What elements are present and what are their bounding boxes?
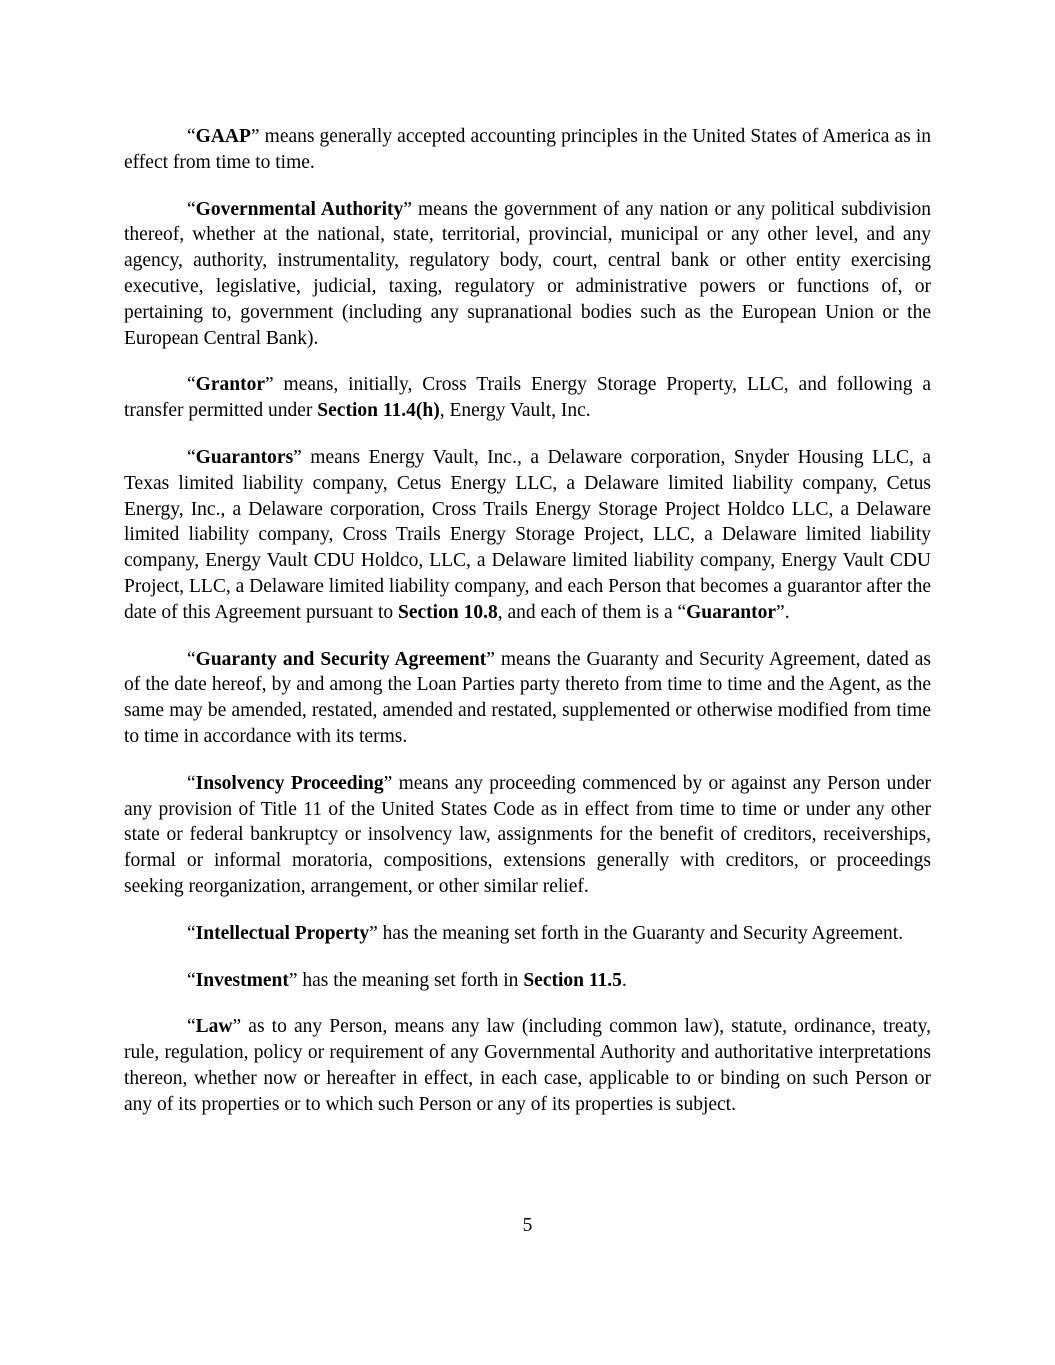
definition-insolvency-proceeding: “Insolvency Proceeding” means any proceeding commenced by or against any Person under any provision of Title 11 of the United States Code as in effect from time to time or under any other state or federal bankruptcy or insolvency law, assignments for the benefit of creditors, receiverships, formal or informal moratoria, compositions, extensions generally with creditors, or proceedings seeking reorganization, arrangement, or other similar relief.: [124, 772, 931, 897]
definition-investment: “Investment” has the meaning set forth in Section 11.5.: [187, 969, 627, 991]
definition-law: “Law” as to any Person, means any law (including common law), statute, ordinance, treaty, rule, regulation, policy or requirement of any Governmental Authority and authoritative interpretations thereon, whether now or hereafter in effect, in each case, applicable to or binding on such Person or any of its properties or to which such Person or any of its properties is subject.: [124, 1016, 931, 1115]
definition-text: has the meaning set forth in the Guaranty and Security Agreement.: [377, 922, 904, 944]
definition-grantor: “Grantor” means, initially, Cross Trails Energy Storage Property, LLC, and following a transfer permitted under Section 11.4(h), Energy Vault, Inc.: [124, 374, 931, 422]
definition-text: .: [621, 969, 627, 991]
defined-term: Guarantor: [686, 601, 777, 623]
definition-text: means any proceeding commenced by or against any Person under any provision of Title 11 of the United States Code as in effect from time to time or under any other state or federal bankruptcy or insolvency law, assignments for the benefit of creditors, receiverships, formal or informal moratoria, compositions, extensions generally with creditors, or proceedings seeking reorganization, arrangement, or other similar relief.: [124, 772, 931, 897]
page-number: 5: [522, 1215, 533, 1236]
section-reference: Section 11.4(h): [317, 400, 440, 422]
defined-term: Governmental Authority: [195, 198, 404, 220]
section-reference: Section 10.8: [398, 601, 498, 623]
defined-term: Guarantors: [195, 446, 294, 468]
defined-term: GAAP: [195, 126, 251, 147]
definition-guaranty-and-security-agreement: “Guaranty and Security Agreement” means the Guaranty and Security Agreement, dated as of the date hereof, by and among the Loan Parties party thereto from time to time and the Agent, as the same may be amended, restated, amended and restated, supplemented or otherwise modified from time to time in accordance with its terms.: [124, 648, 931, 747]
definition-text: has the meaning set forth in: [297, 969, 524, 991]
definition-text: means, initially, Cross Trails Energy Storage Property, LLC, and following a transfer permitted under: [124, 374, 931, 422]
defined-term: Intellectual Property: [195, 922, 370, 944]
defined-term: Insolvency Proceeding: [195, 772, 384, 794]
defined-term: Grantor: [195, 374, 265, 396]
definition-guarantors: “Guarantors” means Energy Vault, Inc., a Delaware corporation, Snyder Housing LLC, a Texas limited liability company, Cetus Energy LLC, a Delaware limited liability company, Cetus Energy, Inc., a Delaware corporation, Cross Trails Energy Storage Project Holdco LLC, a Delaware limited liability company, Cross Trails Energy Storage Project, LLC, a Delaware limited liability company, Energy Vault CDU Holdco, LLC, a Delaware limited liability company, Energy Vault CDU Project, LLC, a Delaware limited liability company, and each Person that becomes a guarantor after the date of this Agreement pursuant to Section 10.8, and each of them is a “Guarantor”.: [124, 446, 931, 623]
definition-text: as to any Person, means any law (including common law), statute, ordinance, treaty, rule, regulation, policy or requirement of any Governmental Authority and authoritative interpretations thereon, whether now or hereafter in effect, in each case, applicable to or binding on such Person or any of its properties or to which such Person or any of its properties is subject.: [124, 1016, 931, 1115]
definition-text: means the government of any nation or any political subdivision thereof, whether at the national, state, territorial, provincial, municipal or any other level, and any agency, authority, instrumentality, regulatory body, court, central bank or other entity exercising executive, legislative, judicial, taxing, regulatory or administrative powers or functions of, or pertaining to, government (including any supranational bodies such as the European Union or the European Central Bank).: [124, 198, 932, 349]
definition-text: , and each of them is a: [497, 601, 678, 623]
definitions-section: [124, 124, 931, 1139]
defined-term: Law: [195, 1016, 233, 1038]
defined-term: Investment: [195, 969, 289, 991]
definition-intellectual-property: “Intellectual Property” has the meaning set forth in the Guaranty and Security Agreement.: [187, 922, 904, 944]
definition-text: .: [784, 601, 790, 623]
section-reference: Section 11.5: [523, 969, 622, 991]
definition-governmental-authority: “Governmental Authority” means the government of any nation or any political subdivision thereof, whether at the national, state, territorial, provincial, municipal or any other level, and any agency, authority, instrumentality, regulatory body, court, central bank or other entity exercising executive, legislative, judicial, taxing, regulatory or administrative powers or functions of, or pertaining to, government (including any supranational bodies such as the European Union or the European Central Bank).: [124, 198, 932, 349]
defined-term: Guaranty and Security Agreement: [195, 648, 487, 670]
definition-text: , Energy Vault, Inc.: [439, 400, 591, 422]
definition-text: means the Guaranty and Security Agreement, dated as of the date hereof, by and among the Loan Parties party thereto from time to time and the Agent, as the same may be amended, restated, amended and restated, supplemented or otherwise modified from time to time in accordance with its terms.: [124, 648, 931, 747]
definition-text: means Energy Vault, Inc., a Delaware corporation, Snyder Housing LLC, a Texas limited liability company, Cetus Energy LLC, a Delaware limited liability company, Cetus Energy, Inc., a Delaware corporation, Cross Trails Energy Storage Project Holdco LLC, a Delaware limited liability company, Cross Trails Energy Storage Project, LLC, a Delaware limited liability company, Energy Vault CDU Holdco, LLC, a Delaware limited liability company, Energy Vault CDU Project, LLC, a Delaware limited liability company, and each Person that becomes a guarantor after the date of this Agreement pursuant to: [124, 446, 931, 623]
definition-text: means generally accepted accounting principles in the United States of America as in effect from time to time.: [124, 126, 931, 173]
definition-gaap: “GAAP” means generally accepted accounting principles in the United States of America as in effect from time to time.: [124, 126, 931, 173]
